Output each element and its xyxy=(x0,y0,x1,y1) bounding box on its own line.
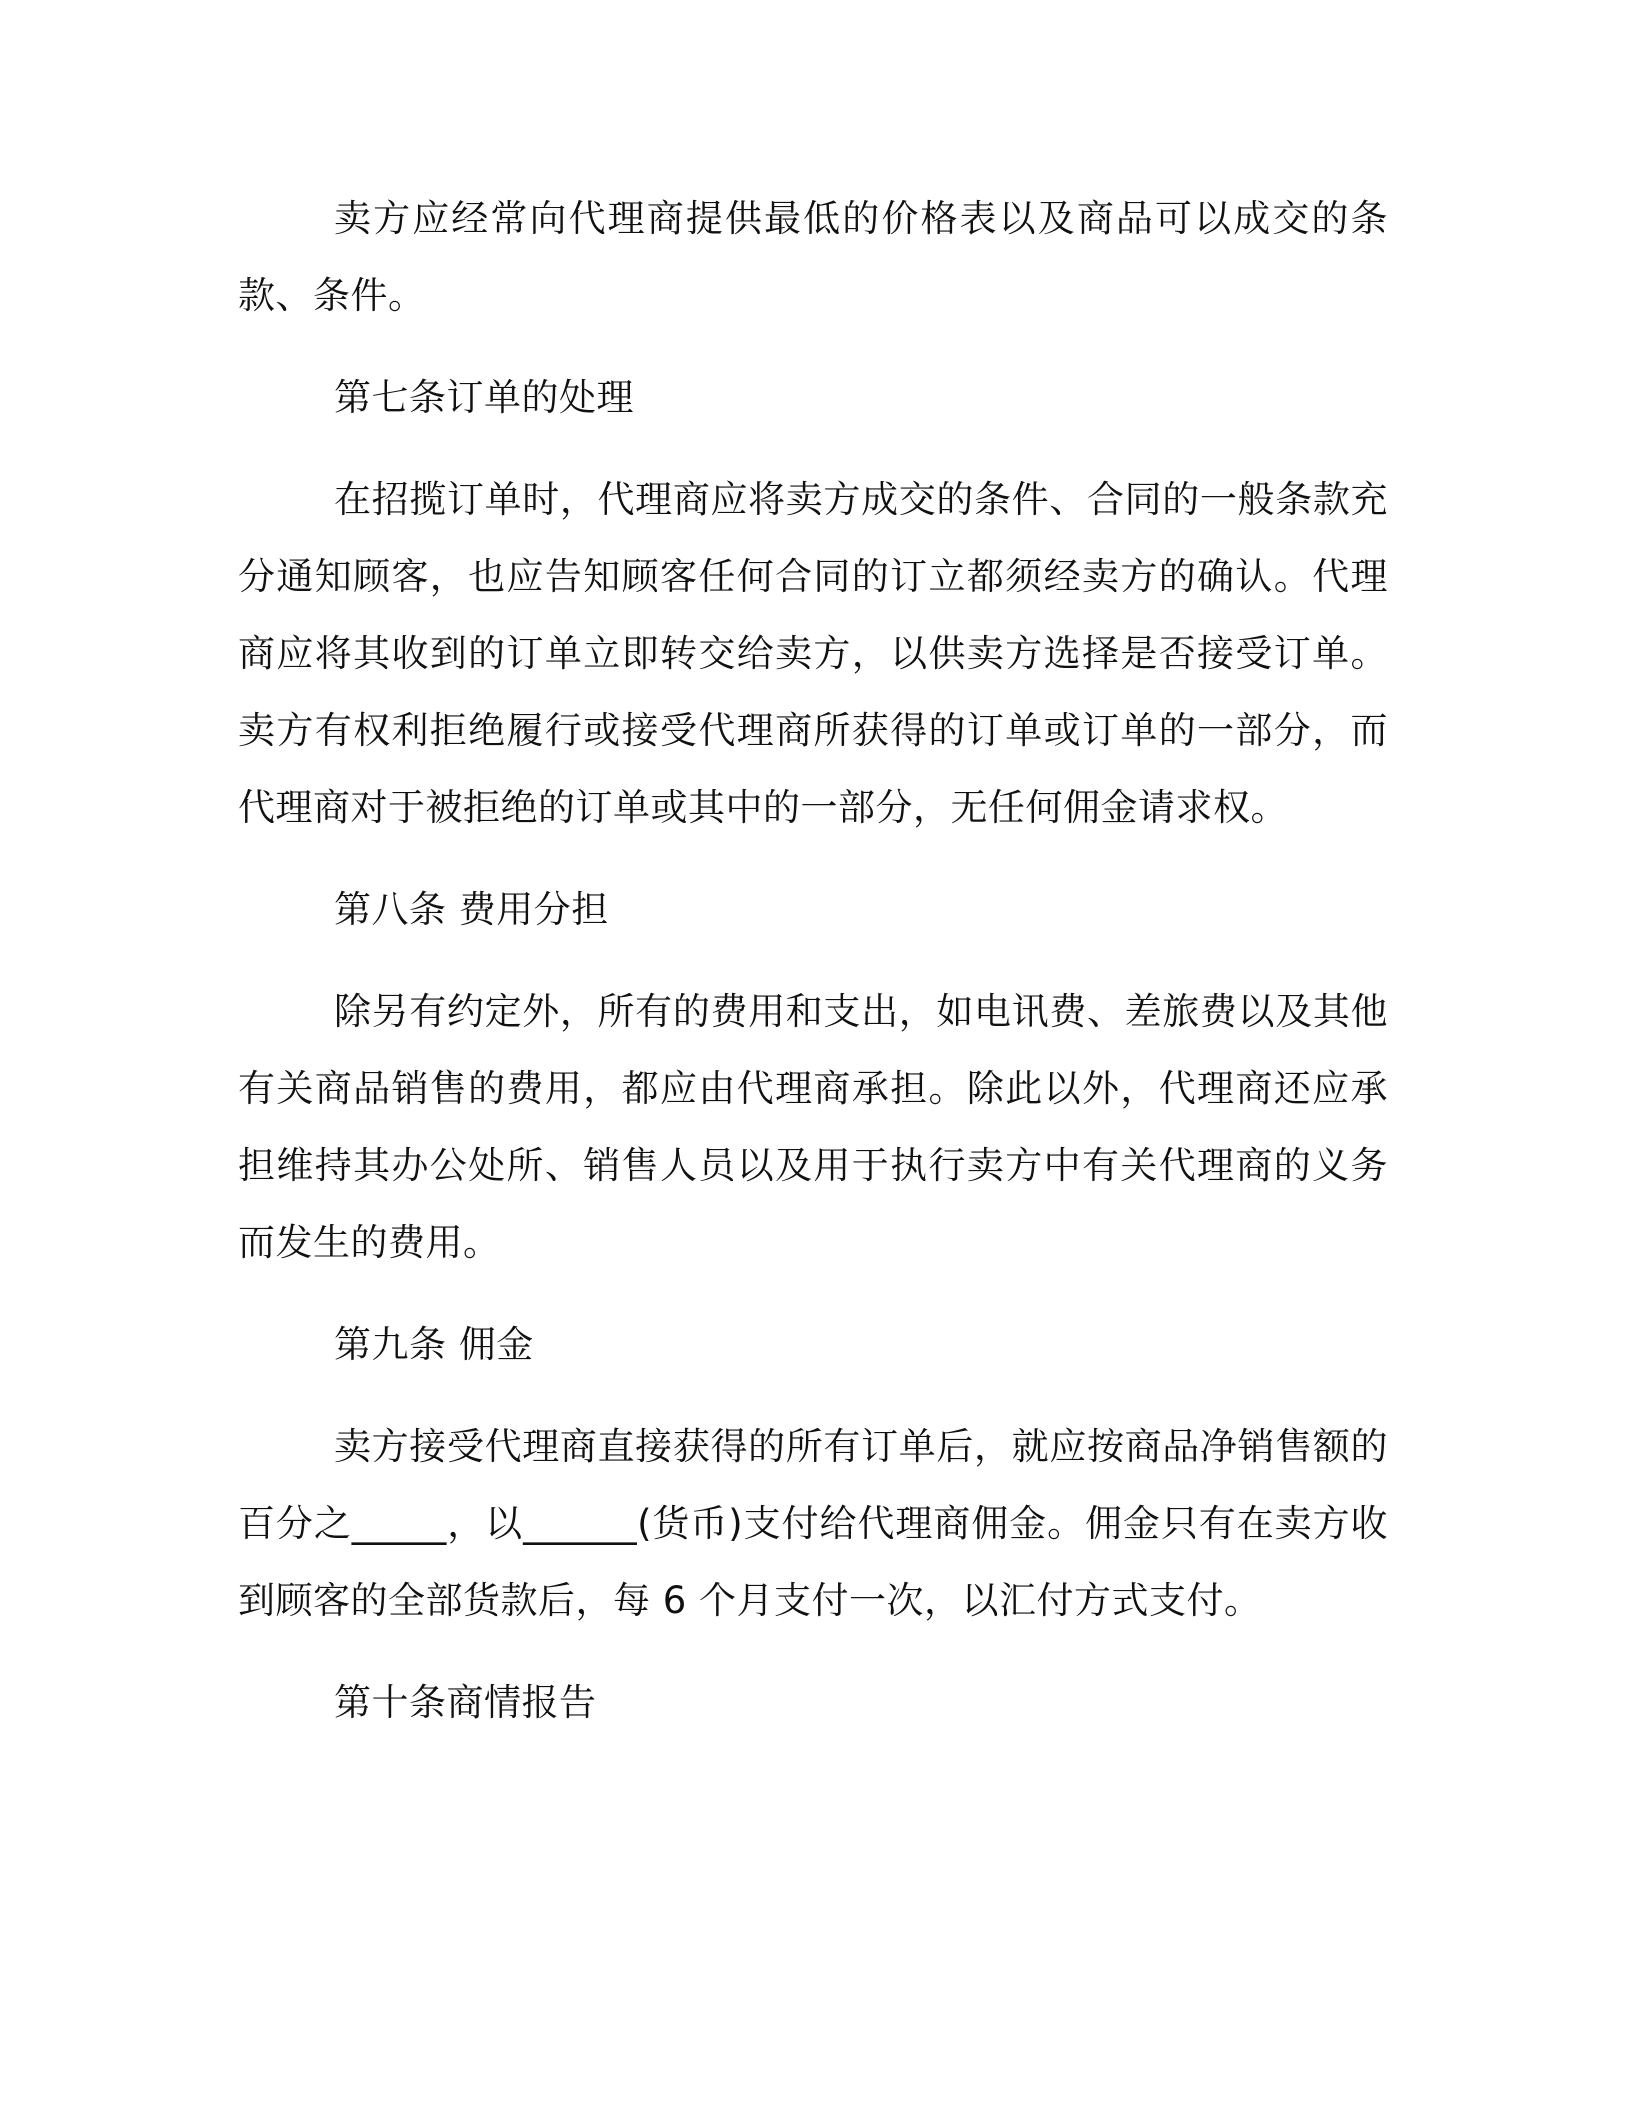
heading-article-7: 第七条订单的处理 xyxy=(334,376,634,419)
paragraph-commission: 卖方接受代理商直接获得的所有订单后，就应按商品净销售额的百分之_____，以______(货币)支付给代理商佣金。佣金只有在卖方收到顾客的全部货款后，每 6 个月支付一次，以汇付方式支付。 xyxy=(238,1425,1388,1622)
paragraph-cost-sharing: 除另有约定外，所有的费用和支出，如电讯费、差旅费以及其他有关商品销售的费用，都应由代理商承担。除此以外，代理商还应承担维持其办公处所、销售人员以及用于执行卖方中有关代理商的义务而发生的费用。 xyxy=(238,990,1388,1264)
heading-article-9: 第九条 佣金 xyxy=(334,1323,534,1366)
heading-article-10: 第十条商情报告 xyxy=(334,1681,597,1724)
heading-article-8: 第八条 费用分担 xyxy=(334,888,609,931)
document-body xyxy=(238,180,1388,1766)
paragraph-price-list: 卖方应经常向代理商提供最低的价格表以及商品可以成交的条款、条件。 xyxy=(238,197,1388,317)
paragraph-order-handling: 在招揽订单时，代理商应将卖方成交的条件、合同的一般条款充分通知顾客，也应告知顾客任何合同的订立都须经卖方的确认。代理商应将其收到的订单立即转交给卖方，以供卖方选择是否接受订单。卖方有权利拒绝履行或接受代理商所获得的订单或订单的一部分，而代理商对于被拒绝的订单或其中的一部分，无任何佣金请求权。 xyxy=(238,478,1388,829)
